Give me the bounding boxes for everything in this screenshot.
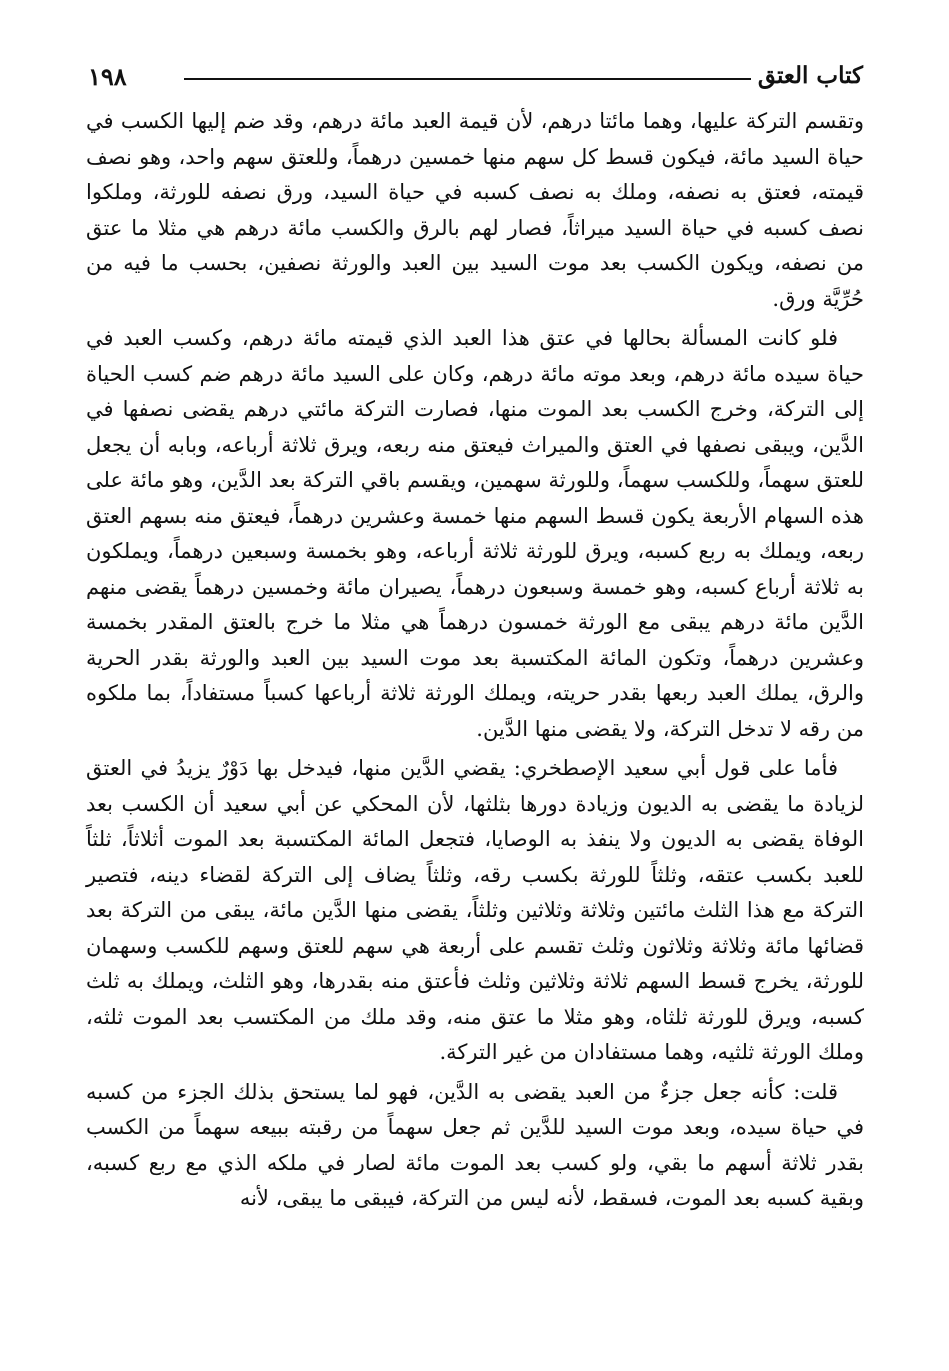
- header-rule: [184, 78, 751, 80]
- paragraph-4: قلت: كأنه جعل جزءٌ من العبد يقضى به الدَّين، فهو لما يستحق بذلك الجزء من كسبه في حياة سيده، وبعد موت السيد للدَّين ثم جعل سهماً من رقبته ببيعه سهماً من الكسب بقدر ثلاثة أسهم ما بقي، ولو كسب بعد الموت مائة لصار في ملكه الذي مع ربع كسبه، وبقية كسبه بعد الموت، فسقط، لأنه ليس من التركة، فيبقى ما يبقى، لأنه: [86, 1079, 864, 1210]
- page-number: ١٩٨: [88, 62, 127, 91]
- page-header: [88, 58, 863, 92]
- body-text: [86, 104, 864, 1217]
- paragraph-1: وتقسم التركة عليها، وهما مائتا درهم، لأن قيمة العبد مائة درهم، وقد ضم إليها الكسب في حياة السيد مائة، فيكون قسط كل سهم منها خمسين درهماً، وللعتق سهم واحد، وهو نصف قيمته، فعتق به نصفه، وملك به نصف كسبه في حياة السيد، ورق نصفه للورثة، وملكوا نصف كسبه في حياة السيد ميراثاً، فصار لهم بالرق والكسب مائة درهم هي مثلا ما عتق من نصفه، ويكون الكسب بعد موت السيد بين العبد والورثة نصفين، بحسب ما فيه من حُرِّيَّة ورق.: [86, 109, 864, 311]
- paragraph-2: فلو كانت المسألة بحالها في عتق هذا العبد الذي قيمته مائة درهم، وكسب العبد في حياة سيده مائة درهم، وبعد موته مائة درهم، وكان على السيد مائة درهم ضم كسب الحياة إلى التركة، وخرج الكسب بعد الموت منها، فصارت التركة مائتي درهم يقضى نصفها في الدَّين، ويبقى نصفها في العتق والميراث فيعتق منه ربعه، ويرق ثلاثة أرباعه، وبابه أن يجعل للعتق سهماً، وللكسب سهماً، وللورثة سهمين، ويقسم باقي التركة بعد الدَّين، وهو مائة على هذه السهام الأربعة يكون قسط السهم منها خمسة وعشرين درهماً، فيعتق منه بسهم العتق ربعه، ويملك به ربع كسبه، ويرق للورثة ثلاثة أرباعه، وهو بخمسة وسبعين درهماً، ويملكون به ثلاثة أرباع كسبه، وهو خمسة وسبعون درهماً، يصيران مائة وخمسين درهماً يقضى منهم الدَّين مائة درهم يبقى مع الورثة خمسون درهماً هي مثلا ما خرج بالعتق المقدر بخمسة وعشرين درهماً، وتكون المائة المكتسبة بعد موت السيد بين العبد والورثة بقدر الحرية والرق، يملك العبد ربعها بقدر حريته، ويملك الورثة ثلاثة أرباعها كسباً مستفاداً، بما ملكوه من رقه لا تدخل التركة، ولا يقضى منها الدَّين.: [86, 326, 865, 741]
- paragraph-3: فأما على قول أبي سعيد الإصطخري: يقضي الدَّين منها، فيدخل بها دَوْرٌ يزيدُ في العتق لزيادة ما يقضى به الديون وزيادة دورها بثلثها، لأن المحكي عن أبي سعيد أن الكسب بعد الوفاة يقضى به الديون ولا ينفذ به الوصايا، فتجعل المائة المكتسبة بعد الموت أثلاثاً، ثلثاً للعبد بكسب عتقه، وثلثاً للورثة بكسب رقه، وثلثاً يضاف إلى التركة لقضاء دينه، فتصير التركة مع هذا الثلث مائتين وثلاثة وثلاثين وثلثاً، يقضى منها الدَّين مائة، يبقى من التركة بعد قضائها مائة وثلاثة وثلاثون وثلث تقسم على أربعة هي سهم للعتق وسهم للكسب وسهمان للورثة، يخرج قسط السهم ثلاثة وثلاثين وثلث فأعتق منه بقدرها، وهو الثلث، ويملك به ثلث كسبه، ويرق للورثة ثلثاه، وهو مثلا ما عتق منه، وقد ملك من المكتسب بعد الموت ثلثه، وملك الورثة ثلثيه، وهما مستفادان من غير التركة.: [86, 756, 864, 1064]
- running-title: كتاب العتق: [757, 62, 863, 89]
